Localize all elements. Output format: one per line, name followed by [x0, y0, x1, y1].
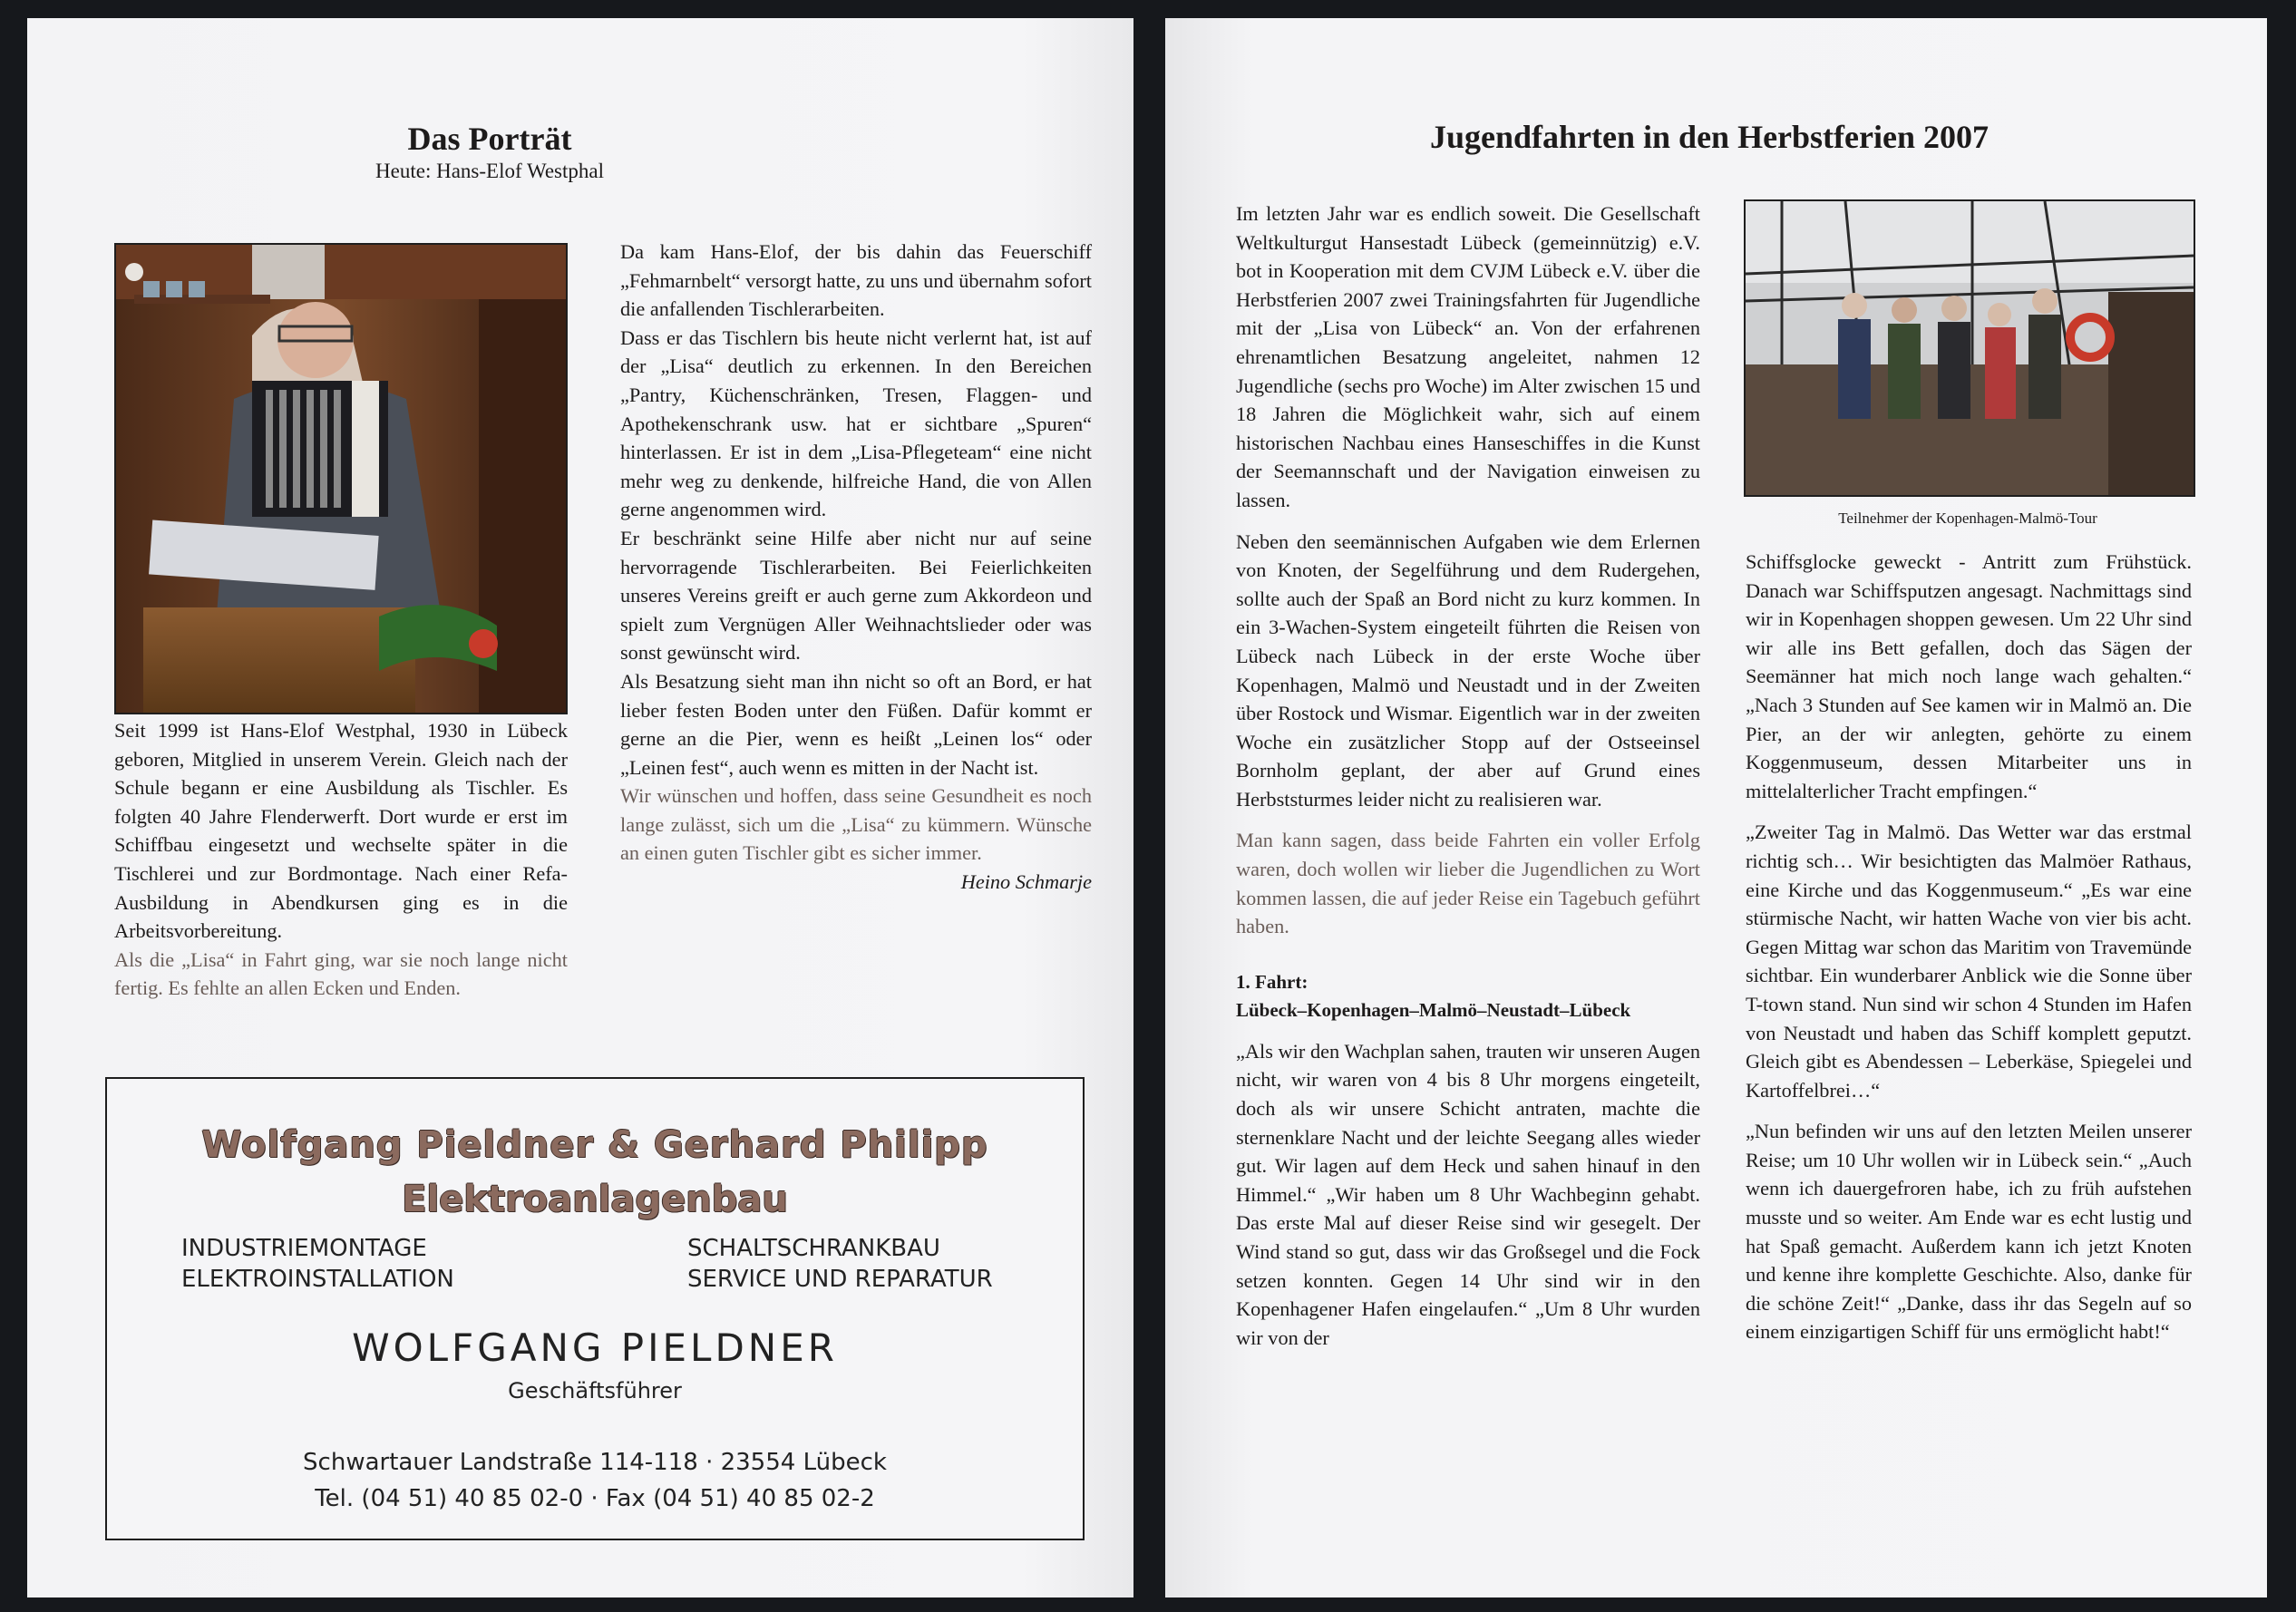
portrait-title: Das Porträt	[407, 121, 572, 157]
youth-column-1	[1236, 199, 1700, 1352]
portrait-col1-para-2: Als die „Lisa“ in Fahrt ging, war sie noch lange nicht fertig. Es fehlte an allen Ecken und Enden.	[114, 947, 568, 1000]
portrait-signature: Heino Schmarje	[960, 870, 1092, 894]
ad-services-right	[687, 1233, 993, 1295]
section-heading-route: Lübeck–Kopenhagen–Malmö–Neustadt–Lübeck	[1236, 998, 1631, 1021]
left-page	[27, 18, 1133, 1597]
youth-trips-title: Jugendfahrten in den Herbstferien 2007	[1430, 119, 1989, 155]
portrait-subtitle: Heute: Hans-Elof Westphal	[375, 160, 604, 182]
ad-address: Schwartauer Landstraße 114-118 · 23554 Lübeck	[303, 1449, 887, 1476]
portrait-col1-para-1: Seit 1999 ist Hans-Elof Westphal, 1930 in Lübeck geboren, Mitglied in unserem Verein. Gleich nach der Schule begann er eine Ausbildung als Tischler. Es folgten 40 Jahre Flenderwerft. Dort wurde er erst im Schiffbau eingesetzt und wechselte später in die Tischlerei und zur Bordmontage. Nach einer Refa-Ausbildung in Abendkursen ging es in die Arbeitsvorbereitung.	[114, 719, 568, 943]
youth-col1-para-1: Im letzten Jahr war es endlich soweit. Die Gesellschaft Weltkulturgut Hansestadt Lübeck (gemeinnützig) e.V. bot in Kooperation mit dem CVJM Lübeck e.V. über die Herbstferien 2007 zwei Trainingsfahrten für Jugendliche mit der „Lisa von Lübeck“ an. Von der erfahrenen ehrenamtlichen Besatzung angeleitet, nahmen 12 Jugendliche (sechs pro Woche) im Alter zwischen 15 und 18 Jahren die Möglichkeit wahr, sich auf einem historischen Nachbau eines Hanseschiffes in die Kunst der Seemannschaft und der Navigation einweisen zu lassen.	[1236, 202, 1700, 511]
portrait-column-2	[620, 238, 1092, 897]
portrait-col2-para-4: Als Besatzung sieht man ihn nicht so oft an Bord, er hat lieber festen Boden unter den Füßen. Dafür kommt er gerne an die Pier, wenn es heißt „Leinen los“ oder „Leinen fest“, auch wenn es mitten in der Nacht ist.	[620, 669, 1092, 779]
youth-col2-para-2: „Zweiter Tag in Malmö. Das Wetter war das erstmal richtig sch… Wir besichtigten das Malmöer Rathaus, eine Kirche und das Koggenmuseum.“ „Es war eine stürmische Nacht, wir hatten Wache von vier bis acht. Gegen Mittag war schon das Maritim von Travemünde sichtbar. Ein wunderbarer Anblick wie die Sonne über T-town stand. Nun sind wir schon 4 Stunden im Hafen von Neustadt und haben das Schiff komplett geputzt. Gleich gibt es Abendessen – Leberkäse, Spiegelei und Kartoffelbrei…“	[1746, 821, 2192, 1102]
portrait-column-1	[114, 716, 568, 1003]
youth-col1-para-4: „Als wir den Wachplan sahen, trauten wir unseren Augen nicht, wir waren von 4 bis 8 Uhr morgens eingeteilt, doch als wir unsere Schicht antraten, machte die sternenklare Nacht und der leichte Seegang alles wieder gut. Wir lagen auf dem Heck und sahen hinauf in den Himmel.“ „Wir haben um 8 Uhr Wachbeginn gehabt. Das erste Mal auf dieser Reise sind wir gesegelt. Der Wind stand so gut, dass wir das Großsegel und die Fock setzen konnten. Gegen 14 Uhr sind wir in den Kopenhagener Hafen eingelaufen.“ „Um 8 Uhr wurden wir von der	[1236, 1039, 1700, 1349]
youth-photo-caption: Teilnehmer der Kopenhagen-Malmö-Tour	[1838, 510, 2097, 527]
ad-services-left	[181, 1233, 454, 1295]
ad-owner-role: Geschäftsführer	[508, 1378, 682, 1403]
advertisement-box	[105, 1077, 1085, 1540]
ad-company-name: Wolfgang Pieldner & Gerhard Philipp	[201, 1124, 988, 1166]
youth-col2-para-1: Schiffsglocke geweckt - Antritt zum Frühstück. Danach war Schiffsputzen angesagt. Nachmittags sind wir in Kopenhagen shoppen gewesen. Um 22 Uhr sind wir alle ins Bett gefallen, doch das Sägen der Seemänner hat mich noch lange wach gehalten.“ „Nach 3 Stunden auf See kamen wir in Malmö an. Die Pier, an der wir anlegten, gehörte zu einem Koggenmuseum, dessen Mitarbeiter uns in mittelalterlicher Tracht empfingen.“	[1746, 550, 2192, 802]
ad-service-item: ELEKTROINSTALLATION	[181, 1266, 454, 1293]
youth-col1-para-2: Neben den seemännischen Aufgaben wie dem Erlernen von Knoten, der Segelführung und dem Rudergehen, sollte auch der Spaß an Bord nicht zu kurz kommen. In ein 3-Wachen-System eingeteilt führten die Reisen von Lübeck nach Lübeck in der erste Woche über Kopenhagen, Malmö und Neustadt und in der Zweiten über Rostock und Wismar. Eigentlich war in der zweiten Woche ein zusätzlicher Stopp auf der Ostseeinsel Bornholm geplant, der aber auf Grund eines Herbststurmes leider nicht zu realisieren war.	[1236, 529, 1700, 811]
youth-col2-para-3: „Nun befinden wir uns auf den letzten Meilen unserer Reise; um 10 Uhr wollen wir in Lübeck sein.“ „Auch wenn ich dauergefroren habe, ich zu früh aufstehen musste und so weiter. Am Ende war es echt lustig und hat Spaß gemacht. Außerdem kann ich jetzt Knoten und kenne ihre komplette Geschichte. Also, danke für die schöne Zeit!“ „Danke, dass ihr das Segeln auf so einem einzigartigen Schiff für uns ermöglicht habt!“	[1746, 1120, 2192, 1344]
section-heading-trip-number: 1. Fahrt:	[1236, 970, 1309, 993]
ad-owner-name: WOLFGANG PIELDNER	[352, 1326, 838, 1370]
portrait-col2-para-3: Er beschränkt seine Hilfe aber nicht nur auf seine hervorragende Tischlerarbeiten. Bei Feierlichkeiten unseres Vereins greift er auch gerne zum Akkordeon und spielt zum Vergnügen Aller Weihnachtslieder oder was sonst gewünscht wird.	[620, 526, 1092, 665]
ad-service-item: SERVICE UND REPARATUR	[687, 1266, 993, 1293]
accordion-player-image	[116, 245, 566, 713]
youth-column-2	[1746, 548, 2192, 1346]
ad-service-item: SCHALTSCHRANKBAU	[687, 1235, 940, 1262]
portrait-col2-para-5: Wir wünschen und hoffen, dass seine Gesundheit es noch lange zulässt, sich um die „Lisa“ zu kümmern. Wünsche an einen guten Tischler gibt es sicher immer.	[620, 784, 1092, 865]
portrait-col2-para-2: Dass er das Tischlern bis heute nicht verlernt hat, ist auf der „Lisa“ deutlich zu erkennen. In den Bereichen „Pantry, Küchenschränken, Tresen, Flaggen- und Apothekenschrank usw. hat er sichtbare „Spuren“ hinterlassen. Er ist in dem „Lisa-Pflegeteam“ eine nicht mehr weg zu denkende, hilfreiche Hand, die von Allen gerne angenommen wird.	[620, 325, 1092, 521]
ad-trade: Elektroanlagenbau	[402, 1179, 788, 1220]
youth-group-image	[1746, 201, 2194, 495]
youth-group-photo	[1744, 199, 2195, 497]
youth-col1-para-3: Man kann sagen, dass beide Fahrten ein voller Erfolg waren, doch wollen wir lieber die Jugendlichen zu Wort kommen lassen, die auf jeder Reise ein Tagebuch geführt haben.	[1236, 829, 1700, 938]
ad-service-item: INDUSTRIEMONTAGE	[181, 1235, 427, 1262]
accordion-player-photo	[114, 243, 568, 714]
ad-phone: Tel. (04 51) 40 85 02-0 · Fax (04 51) 40 85 02-2	[315, 1485, 875, 1512]
portrait-col2-para-1: Da kam Hans-Elof, der bis dahin das Feuerschiff „Fehmarnbelt“ versorgt hatte, zu uns und übernahm sofort die anfallenden Tischlerarbeiten.	[620, 240, 1092, 321]
right-page	[1165, 18, 2267, 1597]
